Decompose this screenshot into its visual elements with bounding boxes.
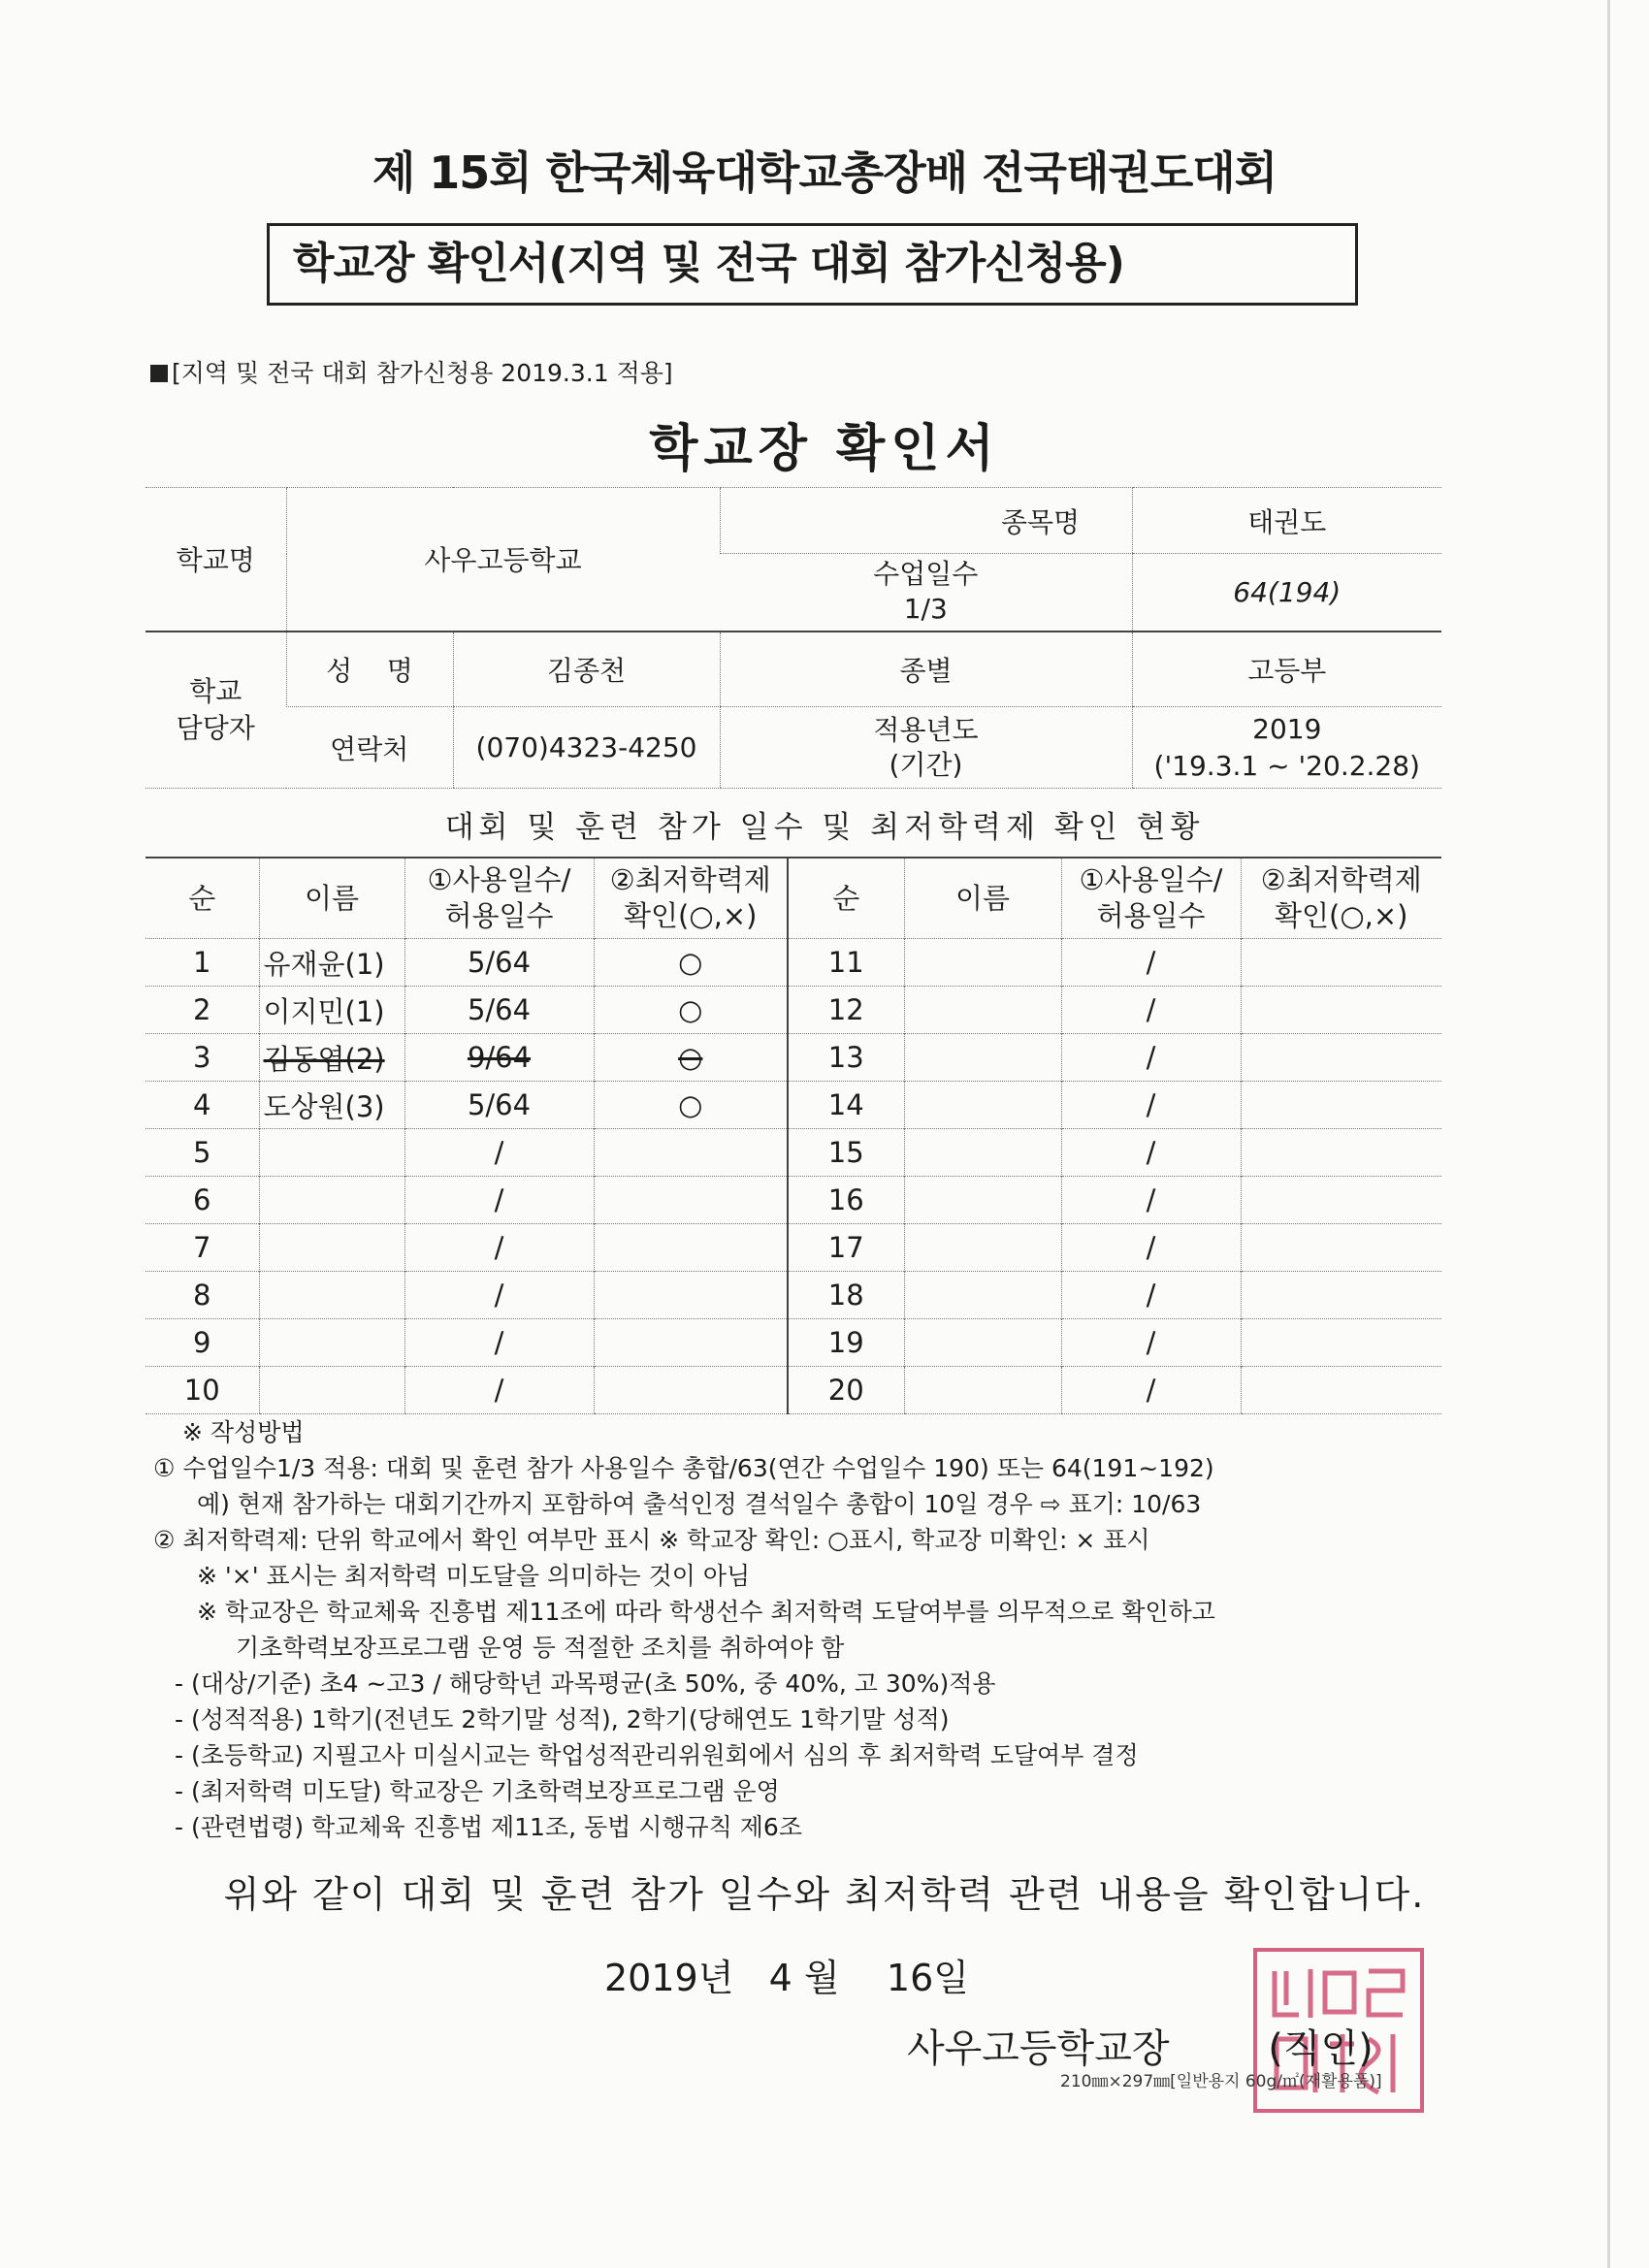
academic-check bbox=[1241, 1367, 1441, 1414]
academic-check bbox=[594, 1129, 788, 1177]
black-square-icon bbox=[150, 365, 168, 382]
instructions-heading: ※ 작성방법 bbox=[182, 1418, 305, 1446]
year-value: 2019 ('19.3.1 ~ '20.2.28) bbox=[1132, 707, 1441, 789]
instruction-dash: - (관련법령) 학교체육 진흥법 제11조, 동법 시행규칙 제6조 bbox=[175, 1813, 802, 1841]
document-title: 학교장 확인서 bbox=[649, 420, 1000, 478]
table-row bbox=[146, 1272, 1441, 1319]
event-label: 종목명 bbox=[720, 488, 1132, 554]
classdays-value: 64(194) bbox=[1132, 554, 1441, 632]
row-no: 11 bbox=[788, 939, 904, 987]
instruction-dash: - (성적적용) 1학기(전년도 2학기말 성적), 2학기(당해연도 1학기말 성적) bbox=[175, 1705, 950, 1733]
days-used: / bbox=[404, 1129, 594, 1177]
division-label: 종별 bbox=[720, 632, 1132, 707]
instruction-dash: - (최저학력 미도달) 학교장은 기초학력보장프로그램 운영 bbox=[175, 1777, 780, 1805]
academic-check bbox=[1241, 939, 1441, 987]
row-no: 5 bbox=[146, 1129, 259, 1177]
name-label: 성 명 bbox=[286, 632, 453, 707]
row-no: 16 bbox=[788, 1177, 904, 1224]
athlete-name bbox=[904, 1272, 1061, 1319]
table-row bbox=[146, 1224, 1441, 1272]
phone-label: 연락처 bbox=[286, 707, 453, 789]
header-check: ②최저학력제 확인(○,×) bbox=[1241, 858, 1441, 939]
academic-check: ○ bbox=[594, 939, 788, 987]
athlete-name bbox=[904, 939, 1061, 987]
academic-check bbox=[594, 1367, 788, 1414]
athlete-name bbox=[904, 1319, 1061, 1367]
row-no: 10 bbox=[146, 1367, 259, 1414]
academic-check bbox=[1241, 1034, 1441, 1082]
row-no: 13 bbox=[788, 1034, 904, 1082]
roster-section-title: 대회 및 훈련 참가 일수 및 최저학력제 확인 현황 bbox=[444, 810, 1205, 845]
row-no: 2 bbox=[146, 987, 259, 1034]
header-no: 순 bbox=[146, 858, 259, 939]
school-label: 학교명 bbox=[146, 488, 286, 632]
instruction-example: 예) 현재 참가하는 대회기간까지 포함하여 출석인정 결석일수 총합이 10일 경우 ⇨ 표기: 10/63 bbox=[197, 1490, 1202, 1518]
row-no: 12 bbox=[788, 987, 904, 1034]
row-no: 4 bbox=[146, 1082, 259, 1129]
table-row bbox=[146, 1367, 1441, 1414]
instruction-item: ② 최저학력제: 단위 학교에서 확인 여부만 표시 ※ 학교장 확인: ○표시, 학교장 미확인: × 표시 bbox=[153, 1526, 1150, 1554]
row-no: 6 bbox=[146, 1177, 259, 1224]
academic-check bbox=[1241, 987, 1441, 1034]
school-principal-signature: 사우고등학교장 (직인) bbox=[907, 2026, 1374, 2071]
academic-check: ○ bbox=[594, 1082, 788, 1129]
event-value: 태권도 bbox=[1132, 488, 1441, 554]
phone-value: (070)4323-4250 bbox=[453, 707, 720, 789]
academic-check bbox=[594, 1224, 788, 1272]
instruction-item: ① 수업일수1/3 적용: 대회 및 훈련 참가 사용일수 총합/63(연간 수업일수 190) 또는 64(191~192) bbox=[153, 1454, 1214, 1482]
days-used: / bbox=[404, 1272, 594, 1319]
academic-check bbox=[1241, 1272, 1441, 1319]
instruction-note: ※ 학교장은 학교체육 진흥법 제11조에 따라 학생선수 최저학력 도달여부를 의무적으로 확인하고 bbox=[197, 1598, 1215, 1626]
row-no: 8 bbox=[146, 1272, 259, 1319]
athlete-name bbox=[259, 1177, 404, 1224]
name-value: 김종천 bbox=[453, 632, 720, 707]
instructions bbox=[153, 1414, 1463, 1845]
days-used: / bbox=[1061, 1177, 1241, 1224]
row-no: 9 bbox=[146, 1319, 259, 1367]
header-days: ①사용일수/ 허용일수 bbox=[404, 858, 594, 939]
header-no: 순 bbox=[788, 858, 904, 939]
table-row bbox=[146, 939, 1441, 987]
days-used: / bbox=[1061, 1272, 1241, 1319]
school-info-table bbox=[146, 487, 1441, 789]
competition-title: 제 15회 한국체육대학교총장배 전국태권도대회 bbox=[372, 146, 1277, 199]
days-used: / bbox=[1061, 1129, 1241, 1177]
athlete-name bbox=[904, 1082, 1061, 1129]
paper-spec: 210㎜×297㎜[일반용지 60g/㎡(재활용품)] bbox=[1060, 2072, 1382, 2091]
row-no: 14 bbox=[788, 1082, 904, 1129]
days-used-struck: 9/64 bbox=[404, 1034, 594, 1082]
instruction-dash: - (대상/기준) 초4 ~고3 / 해당학년 과목평균(초 50%, 중 40%, 고 30%)적용 bbox=[175, 1669, 996, 1698]
contact-group-label: 학교 담당자 bbox=[146, 632, 286, 789]
days-used: / bbox=[1061, 1224, 1241, 1272]
academic-check bbox=[1241, 1082, 1441, 1129]
table-row bbox=[146, 1177, 1441, 1224]
instruction-dash: - (초등학교) 지필고사 미실시교는 학업성적관리위원회에서 심의 후 최저학력 도달여부 결정 bbox=[175, 1741, 1139, 1769]
header-check: ②최저학력제 확인(○,×) bbox=[594, 858, 788, 939]
row-no: 17 bbox=[788, 1224, 904, 1272]
academic-check bbox=[1241, 1319, 1441, 1367]
athlete-name-struck: 김동엽(2) bbox=[259, 1034, 404, 1082]
days-used: / bbox=[1061, 1319, 1241, 1367]
academic-check bbox=[594, 1177, 788, 1224]
days-used: / bbox=[404, 1224, 594, 1272]
days-used: / bbox=[1061, 939, 1241, 987]
athlete-name bbox=[904, 987, 1061, 1034]
classdays-label: 수업일수 1/3 bbox=[720, 554, 1132, 632]
academic-check bbox=[1241, 1129, 1441, 1177]
athlete-name bbox=[259, 1224, 404, 1272]
days-used: / bbox=[1061, 1367, 1241, 1414]
days-used: / bbox=[404, 1177, 594, 1224]
applicability-note: [지역 및 전국 대회 참가신청용 2019.3.1 적용] bbox=[150, 354, 673, 389]
header-days: ①사용일수/ 허용일수 bbox=[1061, 858, 1241, 939]
days-used: / bbox=[1061, 1034, 1241, 1082]
athlete-name bbox=[259, 1367, 404, 1414]
athlete-name bbox=[259, 1272, 404, 1319]
row-no: 1 bbox=[146, 939, 259, 987]
athlete-name bbox=[904, 1034, 1061, 1082]
instruction-note: ※ '×' 표시는 최저학력 미도달을 의미하는 것이 아님 bbox=[197, 1562, 751, 1590]
athlete-name: 유재윤(1) bbox=[259, 939, 404, 987]
instruction-note-cont: 기초학력보장프로그램 운영 등 적절한 조치를 취하여야 함 bbox=[236, 1634, 845, 1662]
year-label: 적용년도 (기간) bbox=[720, 707, 1132, 789]
division-value: 고등부 bbox=[1132, 632, 1441, 707]
table-row bbox=[146, 1034, 1441, 1082]
document-box-title: 학교장 확인서(지역 및 전국 대회 참가신청용) bbox=[267, 223, 1358, 306]
days-used: 5/64 bbox=[404, 939, 594, 987]
athlete-name bbox=[904, 1224, 1061, 1272]
page-edge-shadow bbox=[1607, 0, 1610, 2268]
athlete-name bbox=[259, 1319, 404, 1367]
row-no: 3 bbox=[146, 1034, 259, 1082]
days-used: / bbox=[404, 1367, 594, 1414]
header-name: 이름 bbox=[259, 858, 404, 939]
row-no: 7 bbox=[146, 1224, 259, 1272]
academic-check: ○ bbox=[594, 987, 788, 1034]
table-row bbox=[146, 1319, 1441, 1367]
academic-check-struck: ○ bbox=[594, 1034, 788, 1082]
issue-date: 2019년 4 월 16일 bbox=[604, 1957, 969, 1999]
table-row bbox=[146, 1082, 1441, 1129]
days-used: / bbox=[1061, 987, 1241, 1034]
school-value: 사우고등학교 bbox=[286, 488, 720, 632]
athlete-name: 이지민(1) bbox=[259, 987, 404, 1034]
days-used: 5/64 bbox=[404, 1082, 594, 1129]
athlete-name bbox=[259, 1129, 404, 1177]
row-no: 20 bbox=[788, 1367, 904, 1414]
days-used: / bbox=[1061, 1082, 1241, 1129]
academic-check bbox=[594, 1272, 788, 1319]
days-used: / bbox=[404, 1319, 594, 1367]
athlete-name bbox=[904, 1177, 1061, 1224]
row-no: 19 bbox=[788, 1319, 904, 1367]
header-name: 이름 bbox=[904, 858, 1061, 939]
athlete-name bbox=[904, 1367, 1061, 1414]
confirmation-statement: 위와 같이 대회 및 훈련 참가 일수와 최저학력 관련 내용을 확인합니다. bbox=[223, 1873, 1426, 1916]
row-no: 15 bbox=[788, 1129, 904, 1177]
days-used: 5/64 bbox=[404, 987, 594, 1034]
row-no: 18 bbox=[788, 1272, 904, 1319]
athlete-name: 도상원(3) bbox=[259, 1082, 404, 1129]
academic-check bbox=[1241, 1224, 1441, 1272]
table-row bbox=[146, 987, 1441, 1034]
table-row bbox=[146, 1129, 1441, 1177]
roster-table bbox=[146, 857, 1441, 1414]
academic-check bbox=[1241, 1177, 1441, 1224]
academic-check bbox=[594, 1319, 788, 1367]
athlete-name bbox=[904, 1129, 1061, 1177]
